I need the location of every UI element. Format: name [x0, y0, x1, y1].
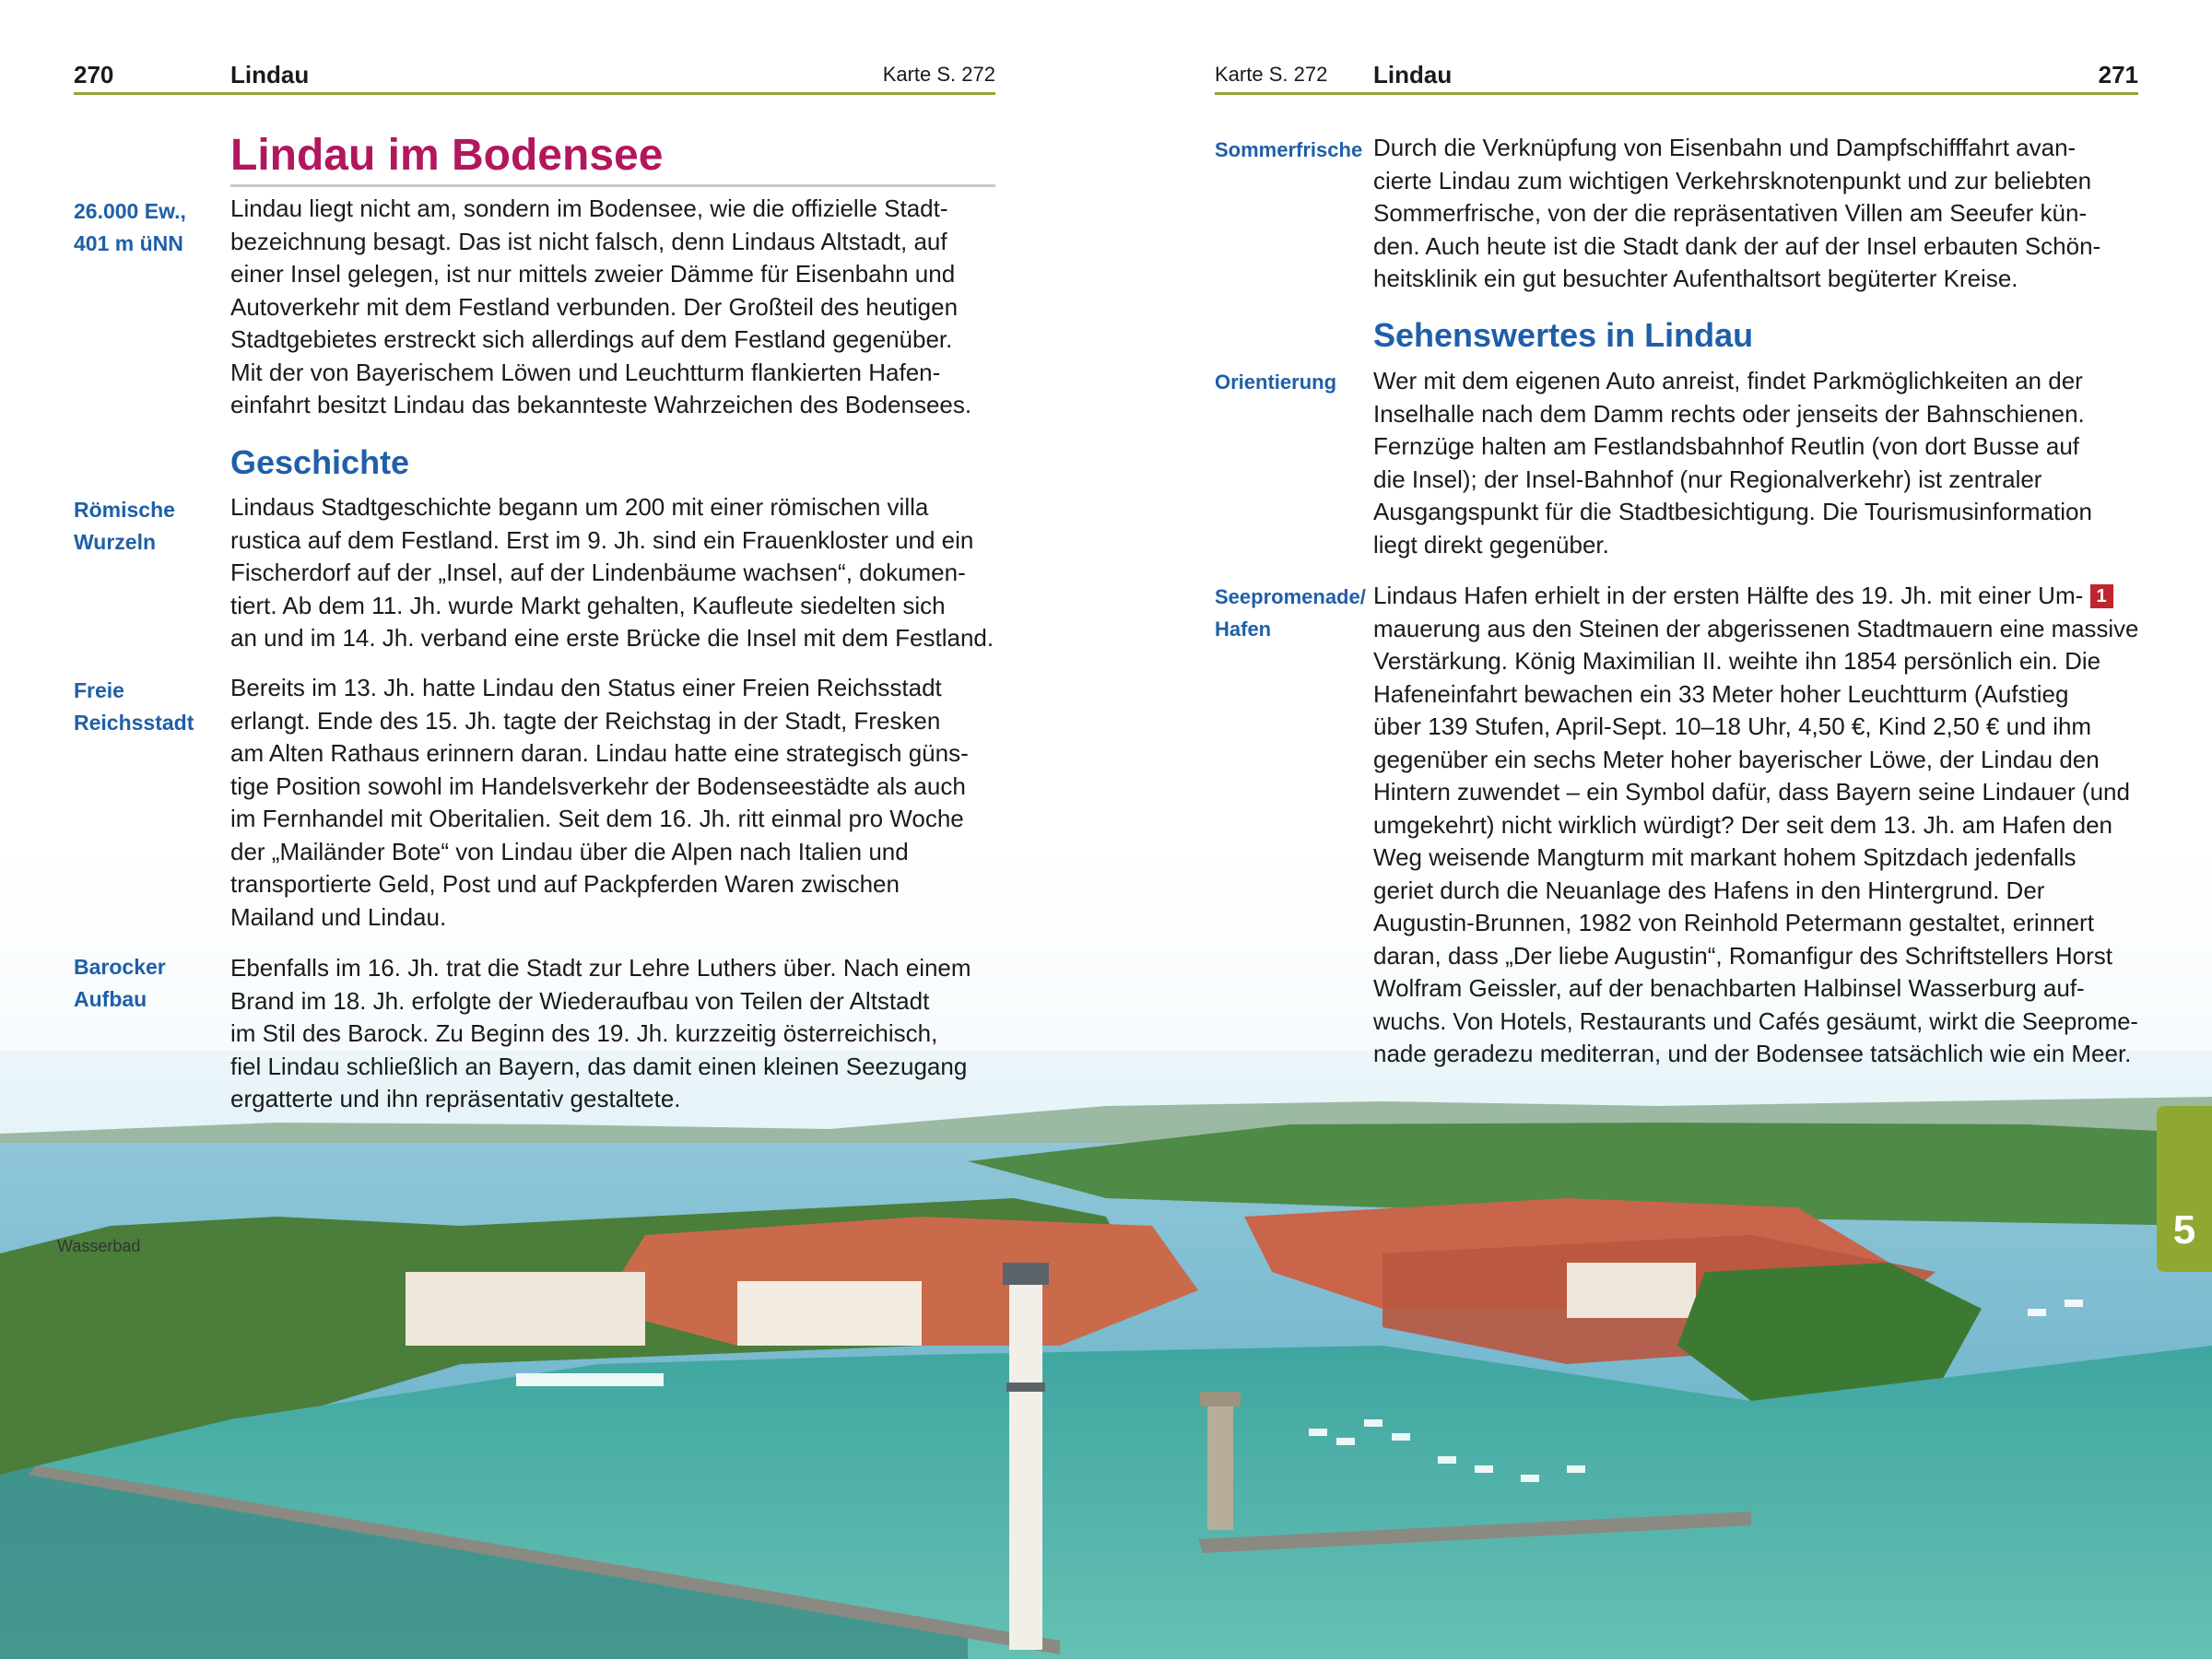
paragraph-line: Fischerdorf auf der „Insel, auf der Lindenbäume wachsen“, dokumen-: [230, 559, 966, 586]
intro-line: Stadtgebietes erstreckt sich allerdings auf dem Festland gegenüber.: [230, 325, 953, 353]
paragraph-line: über 139 Stufen, April-Sept. 10–18 Uhr, 4,50 €, Kind 2,50 € und ihm: [1373, 712, 2092, 740]
margin-note-population: 26.000 Ew., 401 m üNN: [74, 199, 186, 255]
map-reference: Karte S. 272: [1215, 63, 1328, 86]
paragraph-line: umgekehrt) nicht wirklich würdigt? Der seit dem 13. Jh. am Hafen den: [1373, 810, 2113, 839]
map-reference: Karte S. 272: [882, 63, 995, 86]
paragraph-line: Wolfram Geissler, auf der benachbarten Halbinsel Wasserburg auf-: [1373, 974, 2085, 1002]
paragraph-line: cierte Lindau zum wichtigen Verkehrsknotenpunkt und zur beliebten: [1373, 166, 2092, 194]
margin-note-reichsstadt: Freie Reichsstadt: [74, 678, 194, 735]
paragraph-line: Brand im 18. Jh. erfolgte der Wiederaufbau von Teilen der Altstadt: [230, 986, 930, 1015]
paragraph-line: Augustin-Brunnen, 1982 von Reinhold Petermann gestaltet, erinnert: [1373, 909, 2094, 936]
paragraph-line: die Insel); der Insel-Bahnhof (nur Regionalverkehr) ist zentraler: [1373, 465, 2042, 493]
paragraph-line: Lindaus Stadtgeschichte begann um 200 mit einer römischen villa: [230, 493, 929, 521]
paragraph-line: am Alten Rathaus erinnern daran. Lindau hatte eine strategisch güns-: [230, 739, 969, 767]
paragraph-hafen: [1373, 580, 2138, 1071]
page-header: [74, 55, 995, 95]
paragraph-line: gegenüber ein sechs Meter hoher bayerischer Löwe, der Lindau den: [1373, 745, 2100, 773]
section-heading-geschichte: Geschichte: [230, 443, 410, 481]
paragraph-line: Hafeneinfahrt bewachen ein 33 Meter hoher Leuchtturm (Aufstieg: [1373, 679, 2069, 708]
intro-line: einer Insel gelegen, ist nur mittels zweier Dämme für Eisenbahn und: [230, 260, 956, 288]
header-title: Lindau: [230, 61, 310, 88]
paragraph-line: transportierte Geld, Post und auf Packpferden Waren zwischen: [230, 870, 900, 898]
paragraph-barock: [230, 952, 995, 1116]
paragraph-sommerfrische: [1373, 132, 2138, 296]
intro-paragraph: [230, 193, 995, 422]
section-heading-sehenswertes: Sehenswertes in Lindau: [1373, 316, 1754, 354]
paragraph-reichsstadt: [230, 672, 995, 934]
page-number: 271: [2098, 61, 2138, 88]
intro-line: bezeichnung besagt. Das ist nicht falsch, denn Lindaus Altstadt, auf: [230, 227, 947, 255]
page-title: Lindau im Bodensee: [230, 129, 995, 187]
paragraph-line: Hintern zuwendet – ein Symbol dafür, dass Bayern seine Lindauer (und: [1373, 778, 2130, 806]
paragraph-line: im Stil des Barock. Zu Beginn des 19. Jh. kurzzeitig österreichisch,: [230, 1019, 938, 1047]
paragraph-line: mauerung aus den Steinen der abgerissenen Stadtmauern eine massive: [1373, 614, 2139, 642]
paragraph-line: Wer mit dem eigenen Auto anreist, findet Parkmöglichkeiten an der: [1373, 367, 2083, 394]
paragraph-line: Ebenfalls im 16. Jh. trat die Stadt zur Lehre Luthers über. Nach einem: [230, 954, 971, 982]
header-title: Lindau: [1373, 61, 1453, 88]
paragraph-line: Lindaus Hafen erhielt in der ersten Hälfte des 19. Jh. mit einer Um- 1: [1373, 580, 2138, 613]
intro-line: Mit der von Bayerischem Löwen und Leuchtturm flankierten Hafen-: [230, 358, 941, 386]
paragraph-line: Sommerfrische, von der die repräsentativen Villen am Seeufer kün-: [1373, 199, 2088, 227]
paragraph-line: ergatterte und ihn repräsentativ gestaltete.: [230, 1085, 681, 1112]
margin-note-sommerfrische: Sommerfrische: [1215, 138, 1363, 161]
paragraph-line: wuchs. Von Hotels, Restaurants und Cafés gesäumt, wirkt die Seeprome-: [1373, 1006, 2138, 1035]
paragraph-line: Weg weisende Mangturm mit markant hohem Spitzdach jedenfalls: [1373, 843, 2077, 871]
paragraph-line: geriet durch die Neuanlage des Hafens in den Hintergrund. Der: [1373, 876, 2045, 904]
sight-number-badge: 1: [2090, 584, 2113, 608]
right-page: [1106, 0, 2212, 1659]
paragraph-line: der „Mailänder Bote“ von Lindau über die Alpen nach Italien und: [230, 837, 909, 865]
paragraph-line: Inselhalle nach dem Damm rechts oder jenseits der Bahnschienen.: [1373, 399, 2085, 428]
paragraph-line: den. Auch heute ist die Stadt dank der auf der Insel erbauten Schön-: [1373, 231, 2101, 260]
paragraph-line: Fernzüge halten am Festlandsbahnhof Reutlin (von dort Busse auf: [1373, 432, 2080, 460]
photo-place-label: Wasserbad: [57, 1237, 141, 1255]
paragraph-line: an und im 14. Jh. verband eine erste Brücke die Insel mit dem Festland.: [230, 624, 994, 652]
paragraph-line: Verstärkung. König Maximilian II. weihte ihn 1854 persönlich ein. Die: [1373, 647, 2101, 675]
paragraph-line: daran, dass „Der liebe Augustin“, Romanfigur des Schriftstellers Horst: [1373, 941, 2113, 970]
paragraph-line: nade geradezu mediterran, und der Bodensee tatsächlich wie ein Meer.: [1373, 1040, 2132, 1067]
paragraph-line: fiel Lindau schließlich an Bayern, das damit einen kleinen Seezugang: [230, 1052, 968, 1080]
intro-line: Autoverkehr mit dem Festland verbunden. Der Großteil des heutigen: [230, 292, 959, 321]
paragraph-line: Durch die Verknüpfung von Eisenbahn und Dampfschifffahrt avan-: [1373, 134, 2077, 161]
paragraph-line: im Fernhandel mit Oberitalien. Seit dem 16. Jh. ritt einmal pro Woche: [230, 805, 964, 832]
paragraph-line: liegt direkt gegenüber.: [1373, 530, 1609, 559]
intro-line: einfahrt besitzt Lindau das bekannteste Wahrzeichen des Bodensees.: [230, 391, 972, 418]
margin-note-roman: Römische Wurzeln: [74, 498, 175, 554]
margin-note-barock: Barocker Aufbau: [74, 955, 166, 1011]
paragraph-line: tiert. Ab dem 11. Jh. wurde Markt gehalten, Kaufleute siedelten sich: [230, 591, 946, 619]
page-header: [1215, 55, 2138, 95]
paragraph-line: Bereits im 13. Jh. hatte Lindau den Status einer Freien Reichsstadt: [230, 674, 942, 701]
intro-line: Lindau liegt nicht am, sondern im Bodensee, wie die offizielle Stadt-: [230, 194, 948, 222]
chapter-tab: 5: [2157, 1106, 2212, 1272]
paragraph-line: rustica auf dem Festland. Erst im 9. Jh. sind ein Frauenkloster und ein: [230, 525, 974, 554]
page-number: 270: [74, 61, 114, 88]
paragraph-line: heitsklinik ein gut besuchter Aufenthaltsort begüterter Kreise.: [1373, 265, 2018, 292]
paragraph-line: Mailand und Lindau.: [230, 902, 447, 931]
paragraph-roman: [230, 491, 995, 655]
margin-note-orientierung: Orientierung: [1215, 371, 1337, 394]
paragraph-orientierung: [1373, 365, 2138, 561]
paragraph-line: erlangt. Ende des 15. Jh. tagte der Reichstag in der Stadt, Fresken: [230, 706, 941, 735]
paragraph-line: tige Position sowohl im Handelsverkehr der Bodenseestädte als auch: [230, 771, 966, 800]
margin-note-seepromenade: Seepromenade/ Hafen: [1215, 585, 1366, 641]
paragraph-line: Ausgangspunkt für die Stadtbesichtigung. Die Tourismusinformation: [1373, 498, 2092, 525]
